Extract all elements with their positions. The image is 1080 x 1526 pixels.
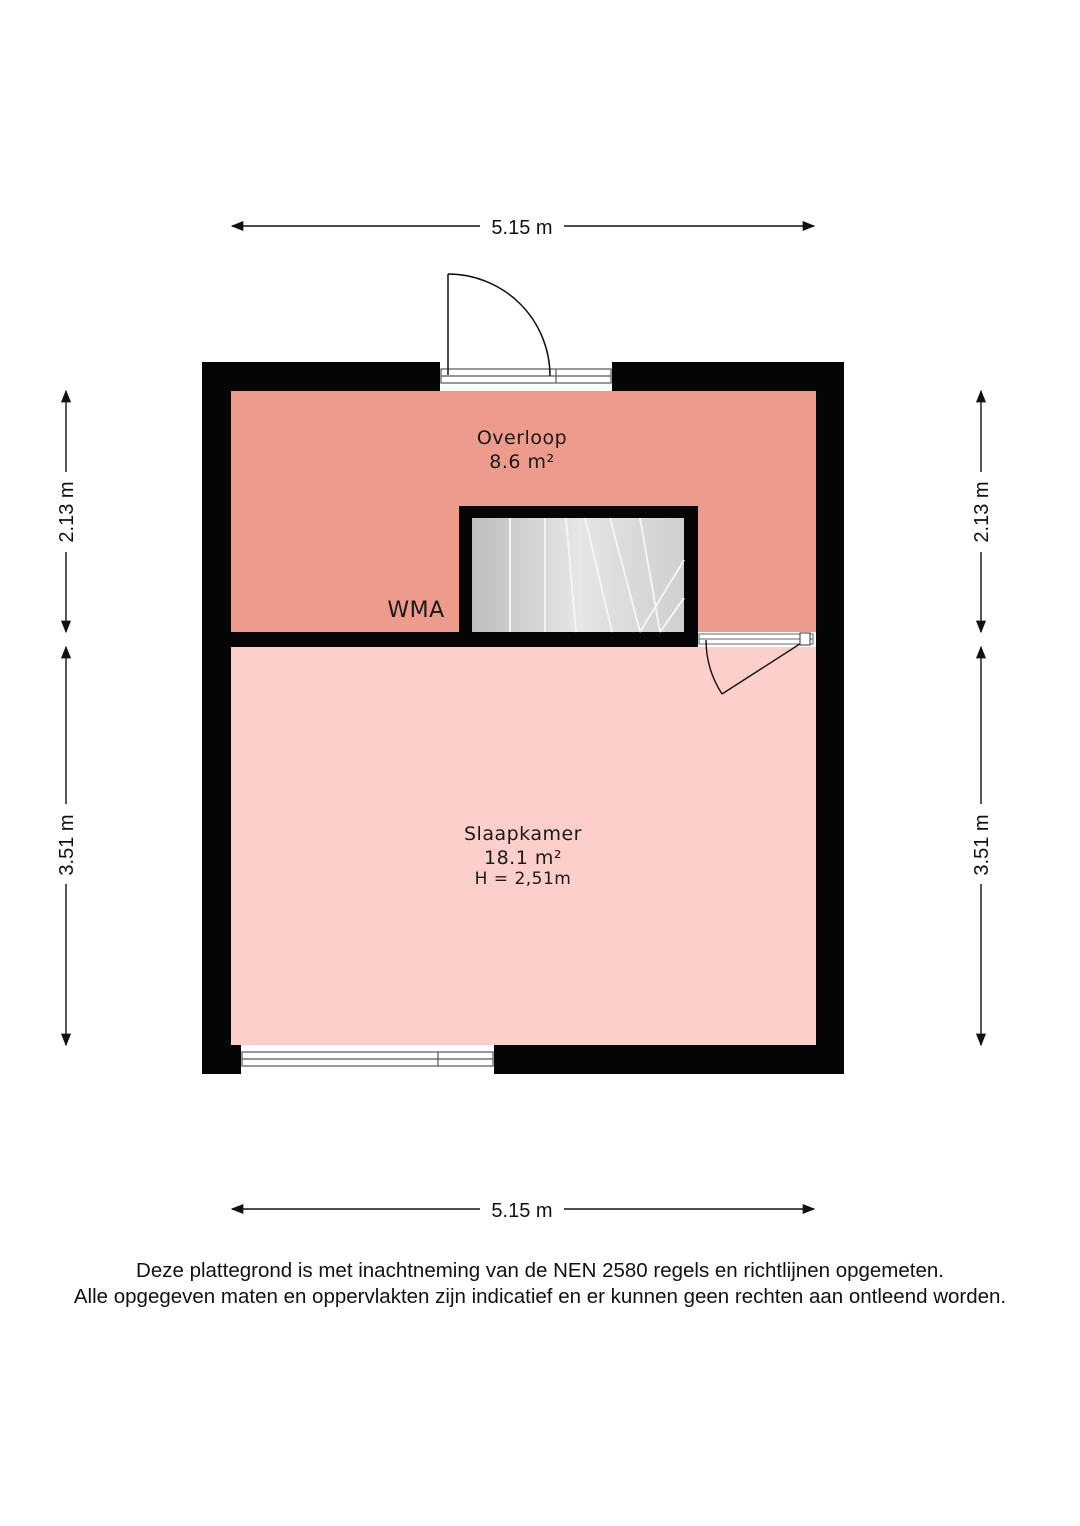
- dimension-bottom-label: 5.15 m: [491, 1200, 553, 1222]
- dimension-left-upper-label: 2.13 m: [56, 481, 78, 543]
- stairwell: [472, 518, 684, 632]
- overloop-area: 8.6 m²: [489, 451, 555, 473]
- dimension-right-lower: [971, 647, 993, 1045]
- slaapkamer-area: 18.1 m²: [484, 847, 562, 869]
- entry-door[interactable]: [448, 274, 550, 376]
- dimension-top-label: 5.15 m: [491, 217, 553, 239]
- dimension-right-upper: [971, 391, 993, 632]
- dimension-right-upper-label: 2.13 m: [971, 481, 993, 543]
- disclaimer-line-2: Alle opgegeven maten en oppervlakten zijn indicatief en er kunnen geen rechten aan ontleend worden.: [73, 1285, 1007, 1308]
- dimension-top: [232, 217, 814, 239]
- dimension-bottom: [232, 1200, 814, 1222]
- disclaimer-line-1: Deze plattegrond is met inachtneming van de NEN 2580 regels en richtlijnen opgemeten.: [136, 1259, 944, 1282]
- dimension-left-lower-label: 3.51 m: [56, 814, 78, 876]
- dimension-right-lower-label: 3.51 m: [971, 814, 993, 876]
- dimension-left-upper: [56, 391, 78, 632]
- slaapkamer-height: H = 2,51m: [474, 869, 572, 889]
- wma-label: WMA: [387, 598, 445, 623]
- slaapkamer-name: Slaapkamer: [463, 823, 583, 845]
- dimension-left-lower: [56, 647, 78, 1045]
- room-slaapkamer: [231, 647, 816, 1045]
- overloop-name: Overloop: [476, 427, 568, 449]
